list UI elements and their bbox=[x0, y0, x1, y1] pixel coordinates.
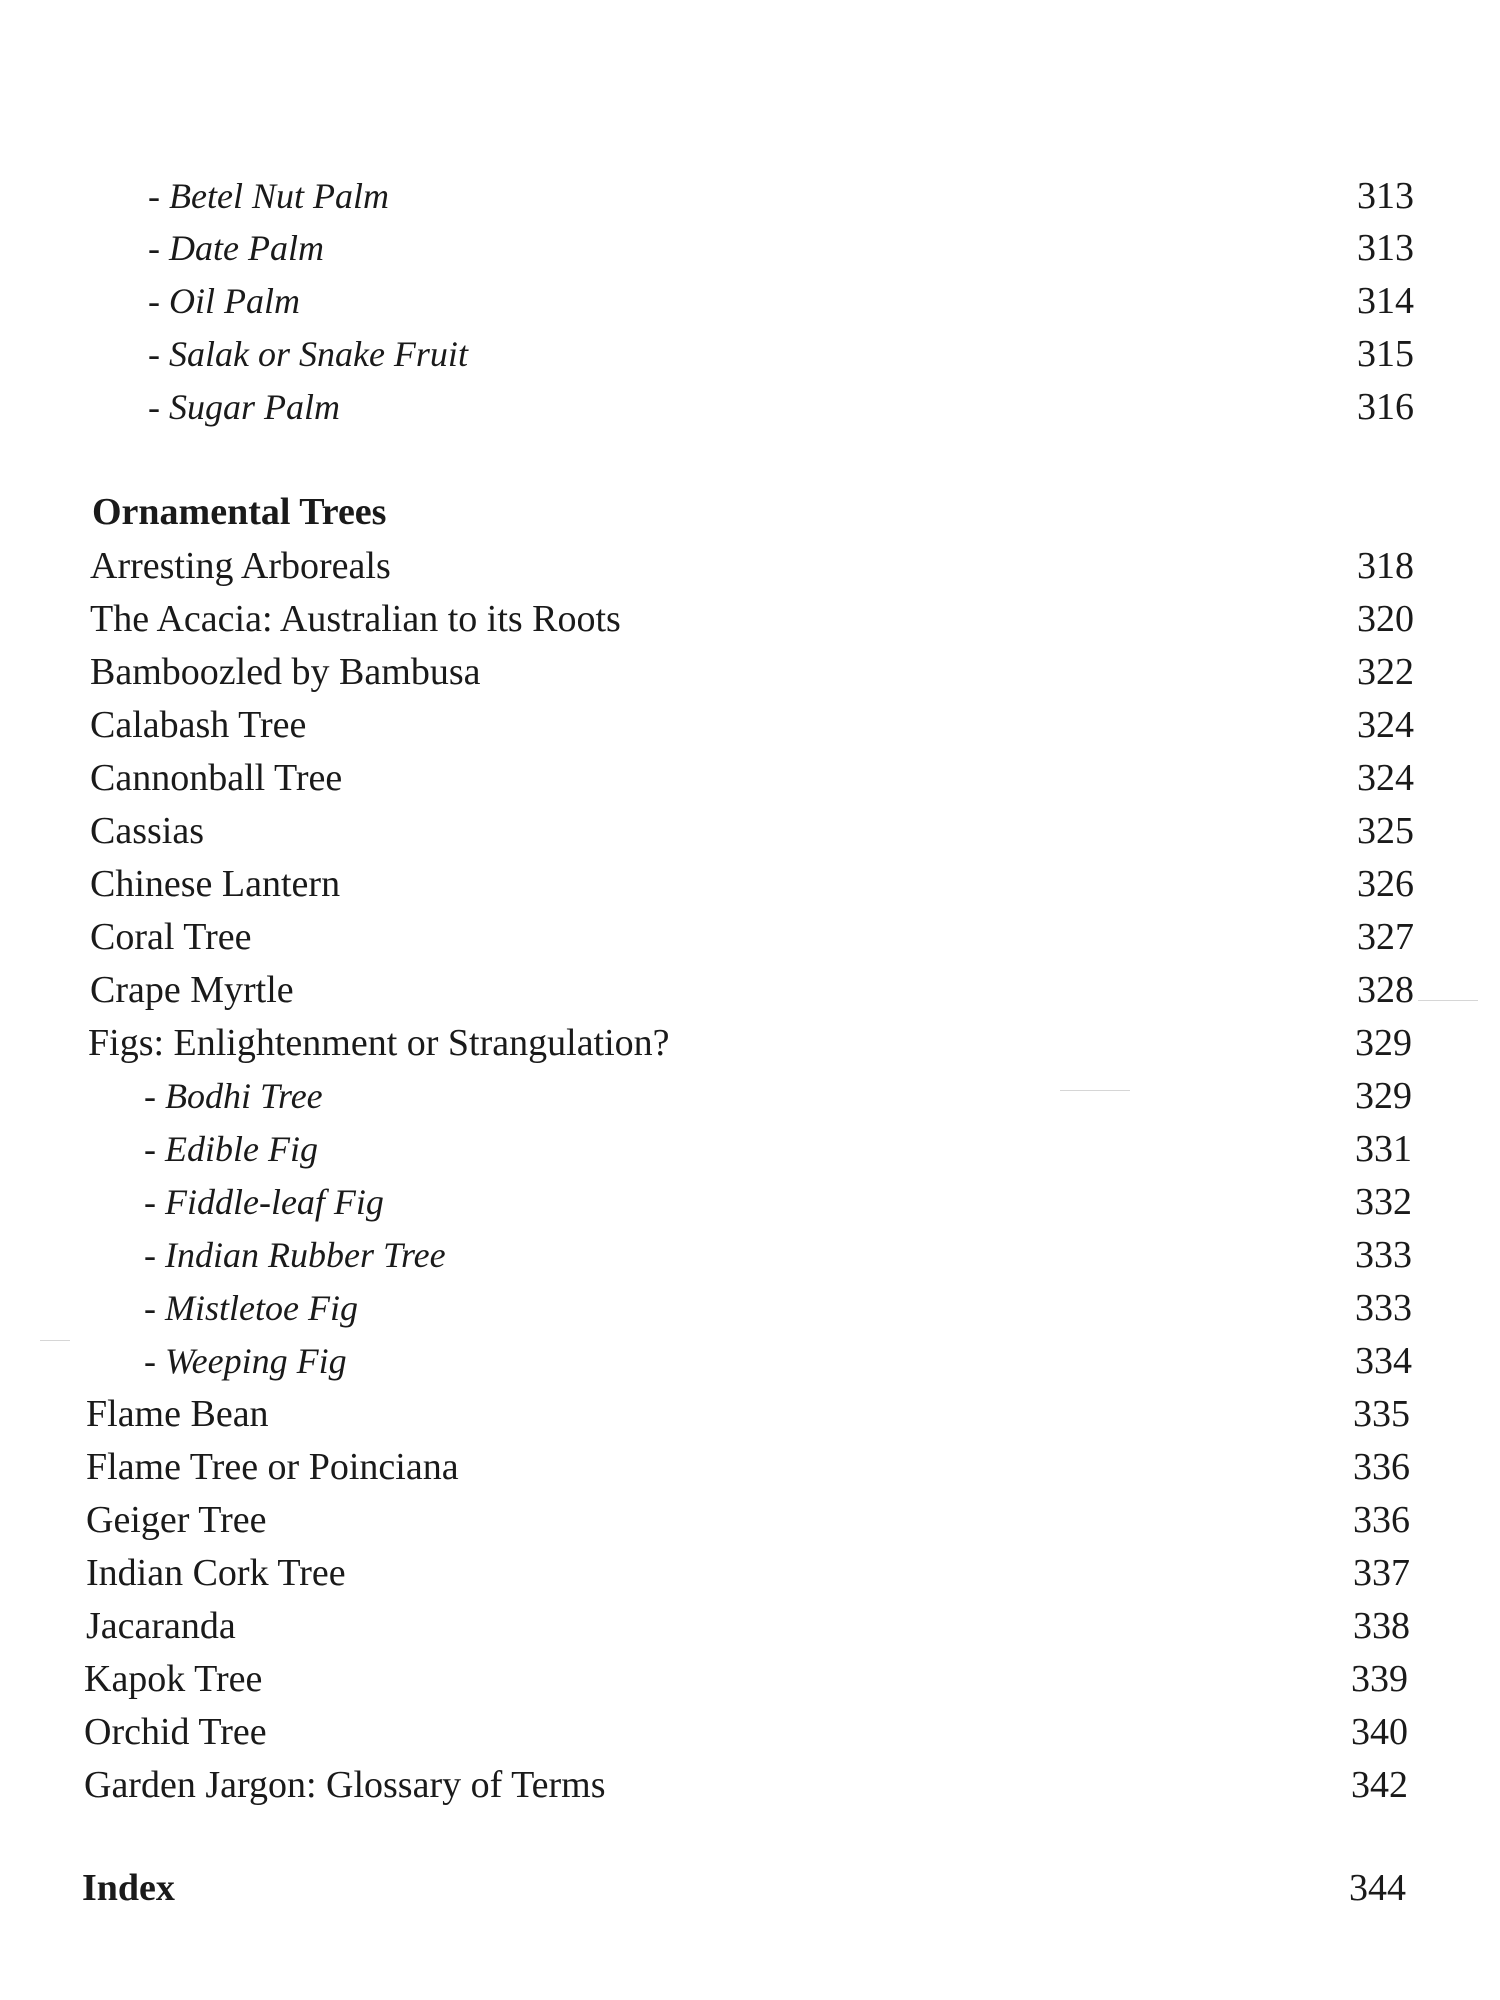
toc-entry[interactable] bbox=[90, 699, 1414, 751]
index-title: Index bbox=[82, 1867, 175, 1909]
toc-entry[interactable] bbox=[148, 381, 1414, 433]
toc-entry-title: - Date Palm bbox=[148, 228, 324, 268]
toc-entry[interactable] bbox=[144, 1335, 1412, 1387]
toc-entry-page: 314 bbox=[1357, 280, 1414, 322]
toc-entry-page: 342 bbox=[1351, 1764, 1408, 1806]
toc-entry[interactable] bbox=[88, 1017, 1412, 1069]
toc-entry-title: - Oil Palm bbox=[148, 281, 300, 321]
toc-entry-title: Coral Tree bbox=[90, 916, 252, 958]
toc-entry-page: 318 bbox=[1357, 545, 1414, 587]
toc-entry[interactable] bbox=[90, 752, 1414, 804]
toc-entry[interactable] bbox=[90, 646, 1414, 698]
toc-entry[interactable] bbox=[86, 1441, 1410, 1493]
toc-entry-title: - Fiddle-leaf Fig bbox=[144, 1182, 384, 1222]
toc-entry-title: - Salak or Snake Fruit bbox=[148, 334, 468, 374]
section-heading bbox=[92, 486, 1414, 538]
toc-entry-title: The Acacia: Australian to its Roots bbox=[90, 598, 621, 640]
toc-entry-page: 328 bbox=[1357, 969, 1414, 1011]
toc-entry-title: - Betel Nut Palm bbox=[148, 176, 389, 216]
toc-entry[interactable] bbox=[144, 1123, 1412, 1175]
toc-entry[interactable] bbox=[90, 964, 1414, 1016]
toc-entry[interactable] bbox=[90, 593, 1414, 645]
toc-entry[interactable] bbox=[84, 1759, 1408, 1811]
toc-entry[interactable] bbox=[90, 858, 1414, 910]
toc-entry-title: Cassias bbox=[90, 810, 204, 852]
toc-entry[interactable] bbox=[144, 1282, 1412, 1334]
toc-entry-page: 337 bbox=[1353, 1552, 1410, 1594]
toc-entry-page: 326 bbox=[1357, 863, 1414, 905]
toc-entry-title: - Mistletoe Fig bbox=[144, 1288, 358, 1328]
toc-entry[interactable] bbox=[90, 540, 1414, 592]
scan-mark bbox=[1418, 1000, 1478, 1001]
toc-entry-page: 333 bbox=[1355, 1234, 1412, 1276]
toc-entry-page: 340 bbox=[1351, 1711, 1408, 1753]
toc-entry-page: 324 bbox=[1357, 757, 1414, 799]
toc-entry-page: 325 bbox=[1357, 810, 1414, 852]
toc-entry[interactable] bbox=[148, 222, 1414, 274]
toc-entry[interactable] bbox=[86, 1388, 1410, 1440]
toc-entry-title: - Indian Rubber Tree bbox=[144, 1235, 446, 1275]
toc-entry-title: - Edible Fig bbox=[144, 1129, 318, 1169]
toc-entry-title: Geiger Tree bbox=[86, 1499, 267, 1541]
toc-entry-title: Cannonball Tree bbox=[90, 757, 343, 799]
toc-entry-title: Indian Cork Tree bbox=[86, 1552, 346, 1594]
scan-mark bbox=[1060, 1090, 1130, 1091]
toc-entry-page: 332 bbox=[1355, 1181, 1412, 1223]
toc-entry-page: 333 bbox=[1355, 1287, 1412, 1329]
toc-entry-title: - Sugar Palm bbox=[148, 387, 340, 427]
toc-entry-page: 336 bbox=[1353, 1499, 1410, 1541]
toc-entry-page: 316 bbox=[1357, 386, 1414, 428]
toc-entry-page: 327 bbox=[1357, 916, 1414, 958]
toc-entry-page: 329 bbox=[1355, 1022, 1412, 1064]
toc-entry[interactable] bbox=[148, 328, 1414, 380]
toc-entry-title: - Weeping Fig bbox=[144, 1341, 347, 1381]
toc-entry-title: Crape Myrtle bbox=[90, 969, 294, 1011]
toc-entry[interactable] bbox=[84, 1706, 1408, 1758]
toc-entry-title: Arresting Arboreals bbox=[90, 545, 391, 587]
toc-entry[interactable] bbox=[148, 170, 1414, 222]
toc-entry-title: Flame Tree or Poinciana bbox=[86, 1446, 459, 1488]
toc-entry-title: Flame Bean bbox=[86, 1393, 269, 1435]
toc-entry-page: 313 bbox=[1357, 227, 1414, 269]
toc-entry-page: 335 bbox=[1353, 1393, 1410, 1435]
toc-entry-page: 322 bbox=[1357, 651, 1414, 693]
toc-entry[interactable] bbox=[144, 1070, 1412, 1122]
toc-entry-page: 338 bbox=[1353, 1605, 1410, 1647]
toc-entry[interactable] bbox=[86, 1600, 1410, 1652]
toc-entry[interactable] bbox=[86, 1494, 1410, 1546]
toc-entry-title: Bamboozled by Bambusa bbox=[90, 651, 481, 693]
toc-entry[interactable] bbox=[90, 911, 1414, 963]
toc-entry-page: 329 bbox=[1355, 1075, 1412, 1117]
toc-entry[interactable] bbox=[86, 1547, 1410, 1599]
toc-entry-page: 331 bbox=[1355, 1128, 1412, 1170]
scan-mark bbox=[40, 1340, 70, 1341]
toc-entry-page: 336 bbox=[1353, 1446, 1410, 1488]
toc-entry-title: Jacaranda bbox=[86, 1605, 236, 1647]
toc-entry[interactable] bbox=[84, 1653, 1408, 1705]
toc-entry-title: Kapok Tree bbox=[84, 1658, 263, 1700]
toc-entry-page: 324 bbox=[1357, 704, 1414, 746]
toc-entry-title: - Bodhi Tree bbox=[144, 1076, 323, 1116]
index-page: 344 bbox=[1349, 1867, 1406, 1909]
toc-entry-page: 315 bbox=[1357, 333, 1414, 375]
toc-entry-page: 334 bbox=[1355, 1340, 1412, 1382]
toc-entry-title: Chinese Lantern bbox=[90, 863, 341, 905]
index-entry[interactable] bbox=[82, 1862, 1406, 1914]
toc-entry-page: 320 bbox=[1357, 598, 1414, 640]
toc-entry-title: Garden Jargon: Glossary of Terms bbox=[84, 1764, 606, 1806]
section-heading-title: Ornamental Trees bbox=[92, 491, 387, 533]
toc-entry-title: Figs: Enlightenment or Strangulation? bbox=[88, 1022, 670, 1064]
toc-entry-page: 339 bbox=[1351, 1658, 1408, 1700]
toc-entry-page: 313 bbox=[1357, 175, 1414, 217]
toc-entry[interactable] bbox=[144, 1176, 1412, 1228]
toc-entry[interactable] bbox=[148, 275, 1414, 327]
toc-entry[interactable] bbox=[144, 1229, 1412, 1281]
toc-entry[interactable] bbox=[90, 805, 1414, 857]
toc-entry-title: Calabash Tree bbox=[90, 704, 307, 746]
toc-entry-title: Orchid Tree bbox=[84, 1711, 267, 1753]
